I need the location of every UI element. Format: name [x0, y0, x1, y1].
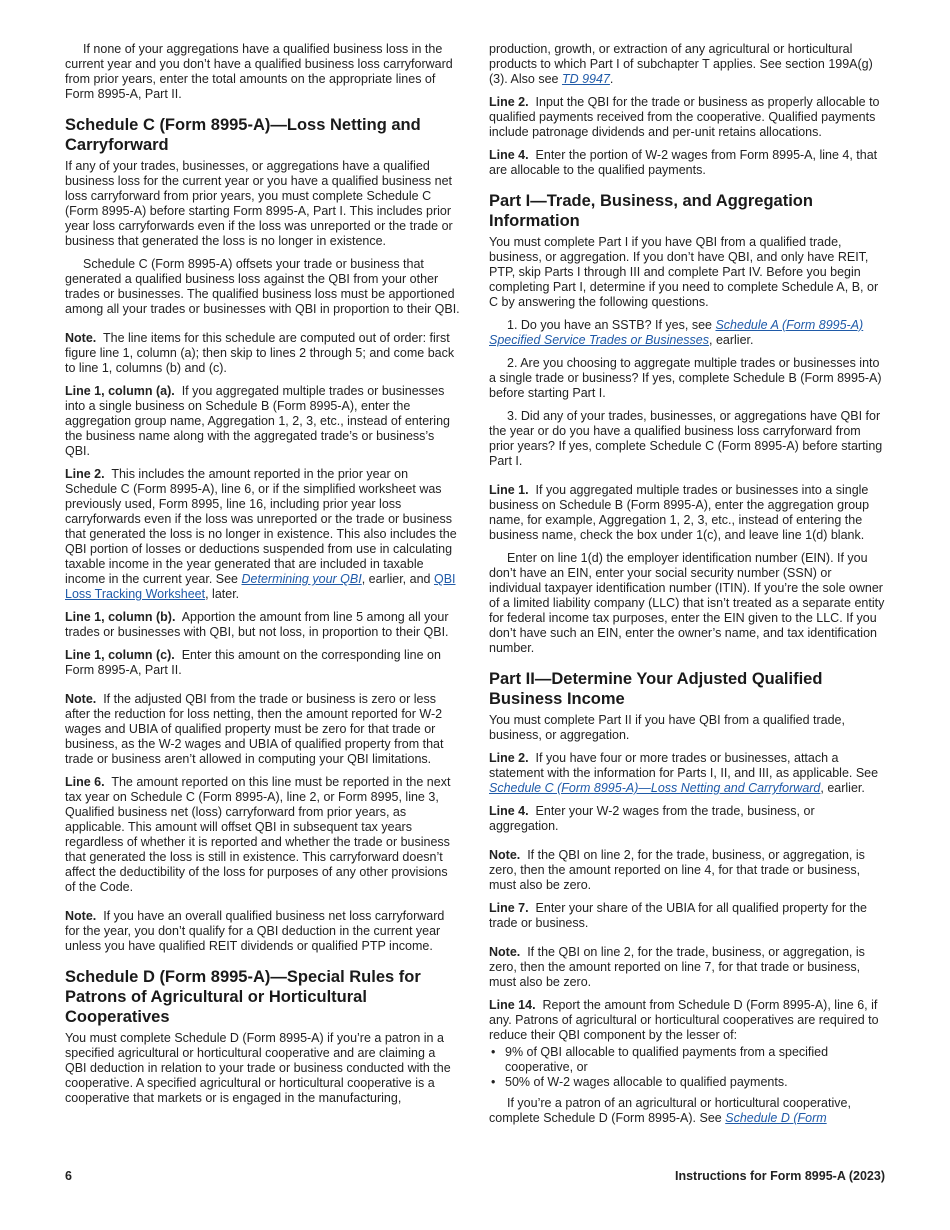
part-2-line-14 — [489, 998, 885, 1043]
link-td-9947[interactable]: TD 9947 — [561, 72, 610, 86]
note-label: Note. — [65, 909, 97, 923]
heading-schedule-d: Schedule D (Form 8995-A)—Special Rules for Patrons of Agricultural or Horticultural Cooperatives — [65, 968, 421, 1026]
line-label: Line 4. — [489, 148, 529, 162]
line-label: Line 1, column (c). — [65, 648, 175, 662]
left-column — [65, 42, 460, 1114]
line-label: Line 2. — [489, 95, 529, 109]
line-label: Line 6. — [65, 775, 105, 789]
patron-text: If you’re a patron of an agricultural or horticultural cooperative, complete Schedule D (Form 8995-A). See — [489, 1096, 851, 1125]
part-1-line-1 — [489, 483, 885, 543]
note-text: If the QBI on line 2, for the trade, business, or aggregation, is zero, then the amount reported on line 7, for that trade or business, must also be zero. — [489, 945, 865, 989]
link-schedule-a[interactable]: Schedule A (Form 8995-A) Specified Service Trades or Businesses — [489, 318, 864, 347]
note-text: The line items for this schedule are computed out of order: first figure line 1, column (a); then skip to lines 2 through 5; and come back to line 1, columns (b) and (c). — [65, 331, 455, 375]
part-2-line-7 — [489, 901, 885, 931]
coop-line-2 — [489, 95, 885, 140]
heading-schedule-c: Schedule C (Form 8995-A)—Loss Netting and Carryforward — [65, 116, 421, 154]
page-number: 6 — [65, 1169, 72, 1183]
link-qbi-loss-tracking-worksheet[interactable]: QBI Loss Tracking Worksheet — [65, 572, 456, 601]
line-text: If you have four or more trades or businesses, attach a statement with the information for Parts I, II, and III, as applicable. See — [489, 751, 879, 780]
list-item: • 50% of W-2 wages allocable to qualified payments. — [489, 1075, 885, 1090]
note-label: Note. — [489, 945, 521, 959]
continued-text: production, growth, or extraction of any agricultural or horticultural products to which Part I of subchapter T applies. See section 199A(g)(3). Also see — [489, 42, 873, 86]
note-adjusted-qbi — [65, 692, 460, 767]
line-label: Line 4. — [489, 804, 529, 818]
note-line-4 — [489, 848, 885, 893]
patron-paragraph — [489, 1096, 885, 1126]
coop-line-4 — [489, 148, 885, 178]
line-label: Line 2. — [489, 751, 529, 765]
line-6 — [65, 775, 460, 895]
line-text-end: , earlier. — [820, 781, 865, 795]
line-1-column-a — [65, 384, 460, 459]
question-1 — [489, 318, 885, 348]
line-text: Enter your share of the UBIA for all qualified property for the trade or business. — [489, 901, 867, 930]
link-schedule-c[interactable]: Schedule C (Form 8995-A)—Loss Netting and Carryforward — [489, 781, 821, 795]
question-text: 1. Do you have an SSTB? If yes, see — [507, 318, 712, 332]
note-label: Note. — [489, 848, 521, 862]
schedule-c-paragraph-1: If any of your trades, businesses, or aggregations have a qualified business loss for the current year or you have a qualified business net loss carryforward from prior years, you must complete Schedule C (Form 8995-A) before starting Form 8995-A, Part I. This includes prior year loss carryforwards even if the loss was unreported or the trade or business that generated the loss is no longer in existence. — [65, 159, 453, 248]
line-label: Line 1, column (b). — [65, 610, 176, 624]
line-text: Enter the portion of W-2 wages from Form 8995-A, line 4, that are allocable to the qualified payments. — [489, 148, 878, 177]
note-line-7 — [489, 945, 885, 990]
part-2-line-2 — [489, 751, 885, 796]
note-text: If you have an overall qualified business net loss carryforward for the year, you don’t qualify for a QBI deduction in the current year unless you have qualified REIT dividends or qualified PTP income. — [65, 909, 445, 953]
line-label: Line 2. — [65, 467, 105, 481]
line-text: If you aggregated multiple trades or businesses into a single business on Schedule B (Form 8995-A), enter the aggregation group name, for example, Aggregation 1, 2, 3, etc., instead of entering the business name, check the box under 1(c), and leave line 1(d) blank. — [489, 483, 870, 542]
line-text: Report the amount from Schedule D (Form 8995-A), line 6, if any. Patrons of agricultural or horticultural cooperatives are required to reduce their QBI component by the lesser of: — [489, 998, 879, 1042]
note-line-order — [65, 331, 460, 376]
link-schedule-d[interactable]: Schedule D (Form — [725, 1111, 827, 1125]
line-text: Input the QBI for the trade or business as properly allocable to qualified payments received from the cooperative. Qualified payments include patronage dividends and per-unit retains allocations. — [489, 95, 880, 139]
line-2 — [65, 467, 460, 602]
ein-paragraph: Enter on line 1(d) the employer identification number (EIN). If you don’t have an EIN, enter your social security number (SSN) or individual taxpayer identification number (ITIN). If you’re the sole owner of a limited liability company (LLC) that isn’t treated as a separate entity for federal income tax purposes, enter the EIN given to the LLC. If you don’t have such an EIN, enter the owner’s name, and tax identification number. — [489, 551, 885, 655]
line-label: Line 1, column (a). — [65, 384, 175, 398]
link-determining-qbi[interactable]: Determining your QBI — [241, 572, 362, 586]
line-text: Enter this amount on the corresponding line on Form 8995-A, Part II. — [65, 648, 441, 677]
line-text: The amount reported on this line must be reported in the next tax year on Schedule C (Form 8995-A), line 2, or Form 8995, line 3, Qualified business net (loss) carryforward from prior years, as applicable. This amount will offset QBI in subsequent tax years regardless of whether it is reported and whether the trade or business that generated the loss is still in existence. This carryforward doesn’t affect the deductibility of the loss for purposes of any other provisions of the Code. — [65, 775, 451, 894]
note-label: Note. — [65, 331, 97, 345]
heading-part-2: Part II—Determine Your Adjusted Qualified Business Income — [489, 670, 823, 708]
part-2-line-4 — [489, 804, 885, 834]
intro-paragraph: If none of your aggregations have a qualified business loss in the current year and you don’t have a qualified business loss carryforward from prior years, enter the total amounts on the appropriate lines of Form 8995-A, Part II. — [65, 42, 453, 101]
line-text: Apportion the amount from line 5 among all your trades or businesses with QBI, but not loss, in proportion to their QBI. — [65, 610, 449, 639]
line-1-column-c — [65, 648, 460, 678]
line-label: Line 7. — [489, 901, 529, 915]
line-text: If you aggregated multiple trades or businesses into a single business on Schedule B (Form 8995-A), enter the aggregation group name, Aggregation 1, 2, 3, etc., instead of entering the business name along with the aggregated trade’s or business’s QBI. — [65, 384, 450, 458]
note-label: Note. — [65, 692, 97, 706]
line-text-mid: , earlier, and — [361, 572, 431, 586]
list-item: • 9% of QBI allocable to qualified payments from a specified cooperative, or — [489, 1045, 885, 1075]
note-text: If the QBI on line 2, for the trade, business, or aggregation, is zero, then the amount reported on line 4, for that trade or business, must also be zero. — [489, 848, 865, 892]
line-label: Line 1. — [489, 483, 529, 497]
line-text-end: , later. — [205, 587, 240, 601]
question-2: 2. Are you choosing to aggregate multiple trades or businesses into a single trade or business? If yes, complete Schedule B (Form 8995-A) before starting Part I. — [489, 356, 882, 400]
footer-title: Instructions for Form 8995-A (2023) — [674, 1169, 885, 1183]
line-text: Enter your W-2 wages from the trade, business, or aggregation. — [489, 804, 815, 833]
schedule-c-paragraph-2: Schedule C (Form 8995-A) offsets your trade or business that generated a qualified business loss against the QBI from your other trades or businesses. The qualified business loss must be apportioned among all your trades or businesses with QBI in proportion to their QBI. — [65, 257, 460, 316]
schedule-d-paragraph: You must complete Schedule D (Form 8995-A) if you’re a patron in a specified agricultural or horticultural cooperative and are claiming a QBI deduction in relation to your trade or business conducted with the cooperative. A specified agricultural or horticultural cooperative is a cooperative that markets or is engaged in the manufacturing, — [65, 1031, 451, 1105]
line-label: Line 14. — [489, 998, 536, 1012]
continued-end: . — [609, 72, 614, 86]
line-text: This includes the amount reported in the prior year on Schedule C (Form 8995-A), line 6, or if the simplified worksheet was previously used, Form 8995, line 16, including prior year loss carryforwards even if the loss was unreported or the trade or business that generated the loss is no longer in existence. This also includes the QBI portion of losses or deductions suspended from use in calculating taxable income in the year generated that are included in taxable income in the current year. See — [65, 467, 457, 586]
question-3: 3. Did any of your trades, businesses, or aggregations have QBI for the year or do you have a qualified business loss carryforward from prior years? If yes, complete Schedule C (Form 8995-A) before starting Part I. — [489, 409, 883, 468]
part-2-paragraph: You must complete Part II if you have QBI from a qualified trade, business, or aggregation. — [489, 713, 845, 742]
part-1-paragraph: You must complete Part I if you have QBI from a qualified trade, business, or aggregation. If you don’t have QBI, and only have REIT, PTP, skip Parts I through III and complete Part IV. Before you begin completing Part I, determine if you need to complete Schedule A, B, or C by answering the following questions. — [489, 235, 879, 309]
reduction-list — [489, 1045, 885, 1090]
heading-part-1: Part I—Trade, Business, and Aggregation Information — [489, 192, 813, 230]
right-column — [489, 42, 885, 1134]
question-end: , earlier. — [709, 333, 754, 347]
note-text: If the adjusted QBI from the trade or business is zero or less after the reduction for loss netting, then the amount reported for W-2 wages and UBIA of qualified property must be zero for that trade or business, as the W-2 wages and UBIA of qualified property from that trade or business aren’t allowed in computing your QBI limitations. — [65, 692, 444, 766]
continued-paragraph — [489, 42, 885, 87]
line-1-column-b — [65, 610, 460, 640]
note-overall-loss — [65, 909, 460, 954]
